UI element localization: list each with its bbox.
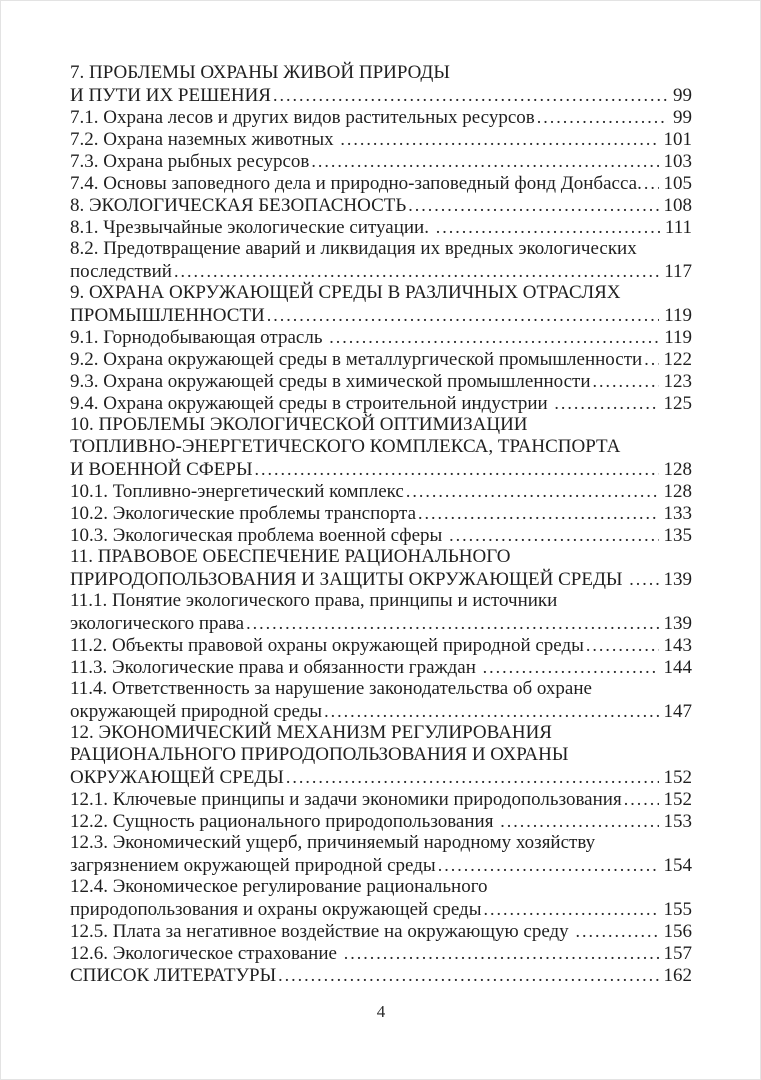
dot-leader [586,634,659,657]
toc-page-number: 119 [664,305,692,326]
toc-line [70,480,692,502]
dot-leader [436,216,660,239]
dot-leader [311,150,658,173]
toc-line-text: РАЦИОНАЛЬНОГО ПРИРОДОПОЛЬЗОВАНИЯ И ОХРАНЫ [70,744,569,765]
toc-line [70,194,692,216]
toc-line-text: 11.1. Понятие экологического права, принципы и источники [70,590,558,611]
toc-line-text: 7.1. Охрана лесов и других видов растительных ресурсов [70,107,535,128]
dot-leader [246,612,658,635]
toc-line [70,568,692,590]
toc-line [70,502,692,524]
toc-line-text: И ПУТИ ИХ РЕШЕНИЯ [70,85,271,106]
toc-page-number: 125 [663,393,692,414]
toc-line-text: загрязнением окружающей природной среды [70,855,436,876]
toc-page-number: 123 [663,371,692,392]
dot-leader [286,766,659,789]
toc-line [70,920,692,942]
toc-line-text: 7.4. Основы заповедного дела и природно-заповедный фонд Донбасса. [70,173,642,194]
toc-line-text: 8.2. Предотвращение аварий и ликвидация их вредных экологических [70,238,637,259]
toc-line [70,348,692,370]
toc-page-number: 152 [663,789,692,810]
dot-leader [273,84,668,107]
toc-line [70,590,692,612]
dot-leader [644,172,659,195]
dot-leader [344,942,659,965]
toc-page-number: 101 [663,129,692,150]
toc-line [70,524,692,546]
toc-line [70,678,692,700]
toc-line [70,788,692,810]
toc-line [70,656,692,678]
toc-page-number: 99 [673,85,692,106]
toc-page-number: 139 [663,613,692,634]
toc-line [70,282,692,304]
toc-line [70,370,692,392]
toc-line-text: 10.2. Экологические проблемы транспорта [70,503,416,524]
toc-line-text: 12.6. Экологическое страхование [70,943,342,964]
toc-line-text: окружающей природной среды [70,701,323,722]
toc-line-text: СПИСОК ЛИТЕРАТУРЫ [70,965,277,986]
toc-page-number: 108 [663,195,692,216]
toc-page-number: 122 [663,349,692,370]
toc-line-text: 12.2. Сущность рационального природопользования [70,811,499,832]
toc-page-number: 99 [673,107,692,128]
toc-line-text: 10. ПРОБЛЕМЫ ЭКОЛОГИЧЕСКОЙ ОПТИМИЗАЦИИ [70,414,528,435]
toc-page-number: 139 [663,569,692,590]
toc-page-number: 147 [663,701,692,722]
table-of-contents [70,62,692,986]
toc-line-text: 12. ЭКОНОМИЧЕСКИЙ МЕХАНИЗМ РЕГУЛИРОВАНИЯ [70,722,552,743]
toc-page-number: 128 [663,481,692,502]
dot-leader [418,502,659,525]
toc-line-text: 9.4. Охрана окружающей среды в строительной индустрии [70,393,553,414]
dot-leader [554,392,658,415]
toc-page-number: 117 [664,261,692,282]
toc-line [70,744,692,766]
toc-line-text: 11. ПРАВОВОЕ ОБЕСПЕЧЕНИЕ РАЦИОНАЛЬНОГО [70,546,511,567]
toc-line [70,942,692,964]
toc-page-number: 153 [663,811,692,832]
toc-line [70,62,692,84]
toc-line [70,414,692,436]
toc-line-text: И ВОЕННОЙ СФЕРЫ [70,459,253,480]
toc-page-number: 111 [664,217,692,238]
toc-line-text: 12.5. Плата за негативное воздействие на окружающую среду [70,921,574,942]
dot-leader [624,788,659,811]
toc-page-number: 133 [663,503,692,524]
toc-page-number: 155 [663,899,692,920]
toc-line-text: ПРИРОДОПОЛЬЗОВАНИЯ И ЗАЩИТЫ ОКРУЖАЮЩЕЙ СРЕДЫ [70,569,628,590]
dot-leader [267,304,659,327]
dot-leader [324,700,658,723]
toc-line [70,436,692,458]
toc-line-text: 9.3. Охрана окружающей среды в химической промышленности [70,371,591,392]
toc-line [70,810,692,832]
toc-line [70,106,692,128]
toc-line [70,700,692,722]
dot-leader [406,480,659,503]
toc-line [70,546,692,568]
toc-page-number: 162 [663,965,692,986]
toc-page-number: 144 [663,657,692,678]
toc-line [70,898,692,920]
toc-page-number: 128 [663,459,692,480]
toc-line [70,150,692,172]
dot-leader [483,656,659,679]
toc-line-text: 12.3. Экономический ущерб, причиняемый народному хозяйству [70,832,596,853]
toc-line-text: 11.3. Экологические права и обязанности граждан [70,657,481,678]
toc-line [70,238,692,260]
toc-page-number: 143 [663,635,692,656]
toc-line [70,216,692,238]
toc-line-text: 8. ЭКОЛОГИЧЕСКАЯ БЕЗОПАСНОСТЬ [70,195,407,216]
toc-line-text: последствий [70,261,172,282]
dot-leader [629,568,658,591]
toc-page-number: 156 [663,921,692,942]
toc-line [70,458,692,480]
dot-leader [593,370,659,393]
dot-leader [500,810,658,833]
toc-line [70,304,692,326]
toc-page-number: 119 [664,327,692,348]
dot-leader [644,348,658,371]
dot-leader [329,326,659,349]
dot-leader [340,128,658,151]
toc-line-text: экологического права [70,613,245,634]
toc-line-text: ТОПЛИВНО-ЭНЕРГЕТИЧЕСКОГО КОМПЛЕКСА, ТРАНСПОРТА [70,436,621,457]
toc-page-number: 157 [663,943,692,964]
toc-line-text: 9.2. Охрана окружающей среды в металлургической промышленности [70,349,643,370]
toc-line [70,634,692,656]
toc-line-text: 12.4. Экономическое регулирование рационального [70,876,488,897]
toc-line-text: природопользования и охраны окружающей среды [70,899,482,920]
toc-page-number: 103 [663,151,692,172]
toc-line [70,722,692,744]
toc-line [70,392,692,414]
toc-line [70,260,692,282]
dot-leader [438,854,659,877]
dot-leader [449,524,658,547]
toc-line [70,128,692,150]
toc-line [70,832,692,854]
toc-line-text: 7.3. Охрана рыбных ресурсов [70,151,310,172]
toc-line-text: 7. ПРОБЛЕМЫ ОХРАНЫ ЖИВОЙ ПРИРОДЫ [70,62,450,83]
toc-line-text: 10.1. Топливно-энергетический комплекс [70,481,404,502]
toc-line [70,612,692,634]
toc-line-text: 10.3. Экологическая проблема военной сферы [70,525,448,546]
toc-line-text: 8.1. Чрезвычайные экологические ситуации. [70,217,434,238]
toc-page-number: 154 [663,855,692,876]
toc-line-text: 12.1. Ключевые принципы и задачи экономики природопользования [70,789,622,810]
page-footer [70,1001,692,1023]
toc-line-text: ПРОМЫШЛЕННОСТИ [70,305,265,326]
toc-line-text: 11.4. Ответственность за нарушение законодательства об охране [70,678,592,699]
dot-leader [537,106,668,129]
dot-leader [483,898,658,921]
toc-page-number: 105 [663,173,692,194]
toc-line [70,766,692,788]
toc-line [70,876,692,898]
dot-leader [174,260,659,283]
toc-line-text: 9. ОХРАНА ОКРУЖАЮЩЕЙ СРЕДЫ В РАЗЛИЧНЫХ ОТРАСЛЯХ [70,282,621,303]
dot-leader [255,458,659,481]
toc-line-text: 7.2. Охрана наземных животных [70,129,339,150]
dot-leader [408,194,658,217]
page-number: 4 [376,1002,386,1021]
toc-line [70,84,692,106]
toc-line [70,172,692,194]
toc-line-text: 11.2. Объекты правовой охраны окружающей природной среды [70,635,584,656]
toc-line [70,964,692,986]
toc-page-number: 152 [663,767,692,788]
toc-line-text: 9.1. Горнодобывающая отрасль [70,327,328,348]
toc-line [70,326,692,348]
dot-leader [575,920,658,943]
toc-line [70,854,692,876]
dot-leader [278,964,658,987]
toc-page-number: 135 [663,525,692,546]
toc-line-text: ОКРУЖАЮЩЕЙ СРЕДЫ [70,767,284,788]
